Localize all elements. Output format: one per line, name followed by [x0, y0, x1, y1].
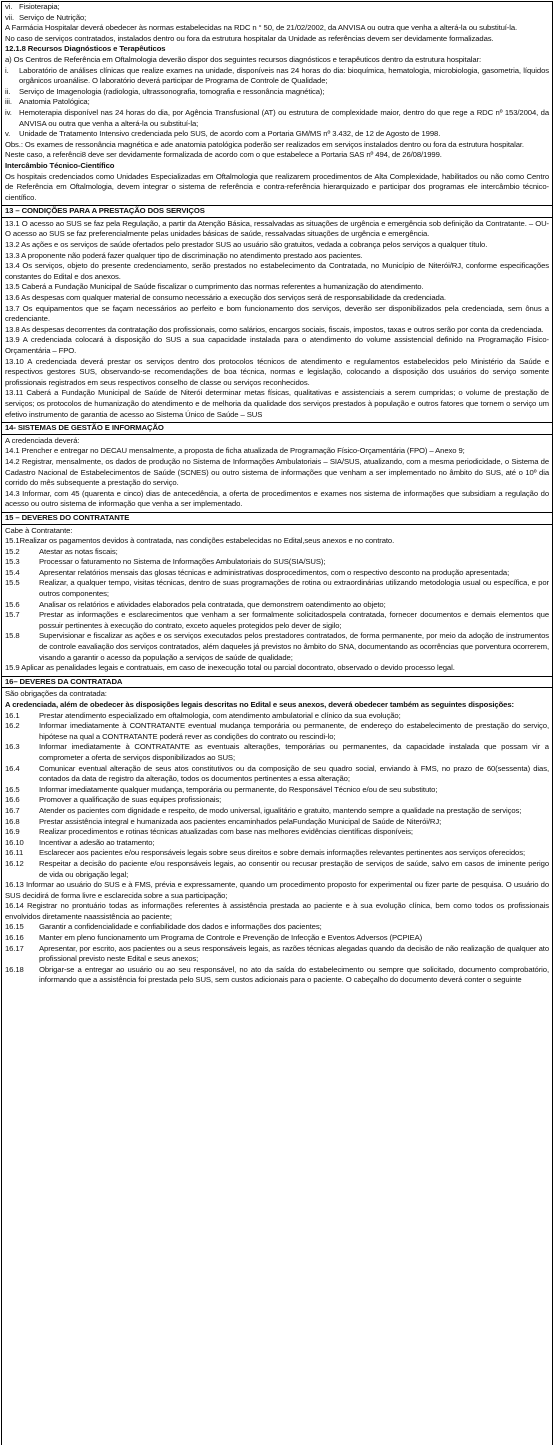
clause: 16.2 Informar imediatamente à CONTRATANTE eventual mudança temporária ou permanente, de endereço do estabelecimento de prestação do serviço, hipótese na qual a CONTRATANTE poderá rever as condições do contrato ou rescindi-lo; — [5, 721, 549, 741]
clause: 16.4 Comunicar eventual alteração de seus atos constitutivos ou da composição de seu quadro social, enviando à FMS, no prazo de 60(sessenta) dias, contados da data de registro da alteração, todos os documentos pertinentes a essa alteração; — [5, 763, 549, 784]
section-12-continuation — [2, 2, 552, 206]
clause: 15.7 Prestar as informações e esclarecimentos que venham a ser formalmente solicitadospela contratada, fornecer documentos e demais elementos que possuir pertinentes à execução do contrato, exceto aqueles protegidos pelo dever de sigilo; — [5, 610, 549, 630]
section-intro: A credenciada deverá: — [5, 435, 80, 445]
clause: 15.3 Processar o faturamento no Sistema de Informações Ambulatoriais do SUS(SIA/SUS); — [5, 557, 326, 567]
clause: 16.12 Respeitar a decisão do paciente e/ou responsáveis legais, ao consentir ou recusar prestação de serviços de saúde, salvo em casos de iminente perigo de vida ou obrigação legal; — [5, 858, 549, 879]
clause: 16.15 Garantir a confidencialidade e confiabilidade dos dados e informações dos pacientes; — [5, 922, 322, 932]
clause: 16.9 Realizar procedimentos e rotinas técnicas atualizadas com base nas melhores evidências científicas disponíveis; — [5, 827, 413, 837]
document-page — [1, 1, 553, 1445]
list-item: vi. Fisioterapia; — [5, 2, 549, 13]
section-15-body — [2, 525, 552, 677]
clause: 13.11 Caberá a Fundação Municipal de Saúde de Niterói determinar metas físicas, qualitativas e assistenciais a serem cumpridas; o volume de prestação de serviços; os protocolos de humanização do atendimento e de melhoria da qualidade dos serviços prestados à população e outros fatores que tornem o serviço um efetivo instrumento de garantia de acesso ao Sistema Único de Saúde – SUS — [5, 388, 549, 419]
clause: 13.4 Os serviços, objeto do presente credenciamento, serão prestados no estabelecimento da Contratada, no Município de Niterói/RJ, conforme especificações constantes do Edital e dos anexos. — [5, 261, 549, 281]
clause: 14.3 Informar, com 45 (quarenta e cinco) dias de antecedência, a oferta de procedimentos e exames nos sistema de informações que subsidiam a regulação do acesso ou outro sistema de informação que venha a ser implementado. — [5, 488, 549, 509]
clause: 16.7 Atender os pacientes com dignidade e respeito, de modo universal, igualitário e gratuito, mantendo sempre a qualidade na prestação de serviços; — [5, 805, 522, 815]
list-item-text: Fisioterapia; — [19, 2, 60, 11]
clause: 13.3 A proponente não poderá fazer qualquer tipo de discriminação no atendimento prestado aos pacientes. — [5, 250, 363, 260]
clause: 13.1 O acesso ao SUS se faz pela Regulação, a partir da Atenção Básica, ressalvadas as situações de urgência e emergência sob definição da Contratante. – OU- O acesso ao SUS se faz preferencialmente pelas unidades básicas de saúde, ressalvadas situações de urgência e emergência. — [5, 218, 549, 239]
paragraph: Neste caso, a referênci8 deve ser devidamente formalizada de acordo com o que estabelece a Portaria SAS nº 494, de 26/08/1999. — [5, 150, 442, 160]
clause: 13.9 A credenciada colocará à disposição do SUS a sua capacidade instalada para o atendimento do volume assistencial definido na Programação Físico-Orçamentária – FPO. — [5, 335, 549, 355]
clause: 16.18 Obrigar-se a entregar ao usuário ou ao seu responsável, no ato da saída do estabelecimento ou sempre que solicitado, documento comprobatório, informando que a assistência foi prestada pelo SUS, sem custos adicionais para o paciente. O cabeçalho do documento deverá conter o seguinte — [5, 964, 549, 985]
clause: 15.5 Realizar, a qualquer tempo, visitas técnicas, dentro de suas programações de rotina ou extraordinárias utilizando metodologia usual ou específica, e por outros componentes; — [5, 578, 549, 599]
clause: 13.7 Os equipamentos que se façam necessários ao perfeito e bom funcionamento dos serviços, deverão ser disponibilizados pela credenciada, sem ônus a credenciante. — [5, 303, 549, 324]
clause: 16.11 Esclarecer aos pacientes e/ou responsáveis legais sobre seus direitos e sobre demais informações relevantes pertinentes aos serviços oferecidos; — [5, 848, 525, 858]
clause: 16.5 Informar imediatamente qualquer mudança, temporária ou permanente, do Responsável Técnico e/ou de seu substituto; — [5, 784, 438, 794]
clause: 15.1Realizar os pagamentos devidos à contratada, nas condições estabelecidas no Edital,seus anexos e no contrato. — [5, 536, 395, 546]
subheading: 12.1.8 Recursos Diagnósticos e Terapêuticos — [5, 44, 166, 54]
list-item: v. Unidade de Tratamento Intensivo credenciada pelo SUS, de acordo com a Portaria GM/MS nº 3.432, de 12 de Agosto de 1998. — [5, 129, 441, 139]
clause: 15.2 Atestar as notas fiscais; — [5, 546, 118, 556]
section-16-heading: 16– DEVERES DA CONTRATADA — [2, 677, 552, 689]
clause: 13.10 A credenciada deverá prestar os serviços dentro dos protocolos técnicos de atendimento e regulamentos estabelecidos pelo Ministério da Saúde e respectivos gestores SUS, observando-se recomendações de boa técnica, normas e legislação, colocando a disposição dos usuários do serviço somente profissionais registrados em seus respectivos conselho de classe ou serviços reconhecidos. — [5, 356, 549, 387]
clause: 16.8 Prestar assistência integral e humanizada aos pacientes encaminhados pelaFundação Municipal de Saúde de Niterói/RJ; — [5, 816, 442, 826]
section-13-body — [2, 218, 552, 423]
paragraph: Os hospitais credenciados como Unidades Especializadas em Oftalmologia que realizarem procedimentos de Alta Complexidade, habilitados ou não como Centro de Referência em Oftalmologia, devem integrar o sistema de referência e contra-referência hierarquizado e participar dos programas ele intercâmbio técnico-científico. — [5, 171, 549, 202]
section-intro: São obrigações da contratada: — [5, 689, 107, 699]
list-item: i. Laboratório de análises clínicas que realize exames na unidade, disponíveis nas 24 horas do dia: bioquímica, hematologia, microbiologia, gasometria, líquidos orgânicos uroanálise. O laboratório deverá participar de Programa de Controle de Qualidade; — [5, 65, 549, 86]
clause: 16.14 Registrar no prontuário todas as informações referentes à assistência prestada ao paciente e à sua evolução clínica, bem como todos os profissionais envolvidos diretamente naassistência ao paciente; — [5, 901, 549, 921]
list-item: iii. Anatomia Patológica; — [5, 97, 90, 107]
list-item: vii. Serviço de Nutrição; — [5, 13, 549, 24]
clause: 15.6 Analisar os relatórios e atividades elaborados pela contratada, que demonstrem oatendimento ao objeto; — [5, 599, 386, 609]
paragraph: Obs.: Os exames de ressonância magnética e ade anatomia patológica poderão ser realizados em serviços instalados dentro ou fora da estrutura hospitalar. — [5, 139, 524, 149]
clause: 16.10 Incentivar a adesão ao tratamento; — [5, 837, 155, 847]
clause: 16.1 Prestar atendimento especializado em oftalmologia, com atendimento ambulatorial e clínico da sua evolução; — [5, 710, 401, 720]
paragraph: A Farmácia Hospitalar deverá obedecer às normas estabelecidas na RDC n ° 50, de 21/02/2002, da ANVISA ou outra que venha a alterá-la ou substituí-la. — [5, 23, 518, 33]
section-14-heading: 14- SISTEMAS DE GESTÃO E INFORMAÇÃO — [2, 423, 552, 435]
section-15-heading: 15 – DEVERES DO CONTRATANTE — [2, 513, 552, 525]
clause: 15.4 Apresentar relatórios mensais das glosas técnicas e administrativas dosprocedimentos, com o respectivo desconto na produção apresentada; — [5, 567, 510, 577]
clause: 16.3 Informar imediatamente à CONTRATANTE as eventuais alterações, temporárias ou permanentes, da capacidade instalada que possam vir a comprometer a oferta de serviços disponibilizados ao SUS; — [5, 742, 549, 762]
clause: 13.8 As despesas decorrentes da contratação dos profissionais, como salários, encargos sociais, fiscais, impostos, taxas e outros serão por conta da credenciada. — [5, 324, 544, 334]
clause: 15.9 Aplicar as penalidades legais e contratuais, em caso de inexecução total ou parcial docontrato, observado o devido processo legal. — [5, 663, 455, 673]
section-16-body — [2, 688, 552, 988]
list-item: ii. Serviço de Imagenologia (radiologia, ultrassonografia, tomografia e ressonância magnética); — [5, 86, 325, 96]
subheading: Intercâmbio Técnico-Científico — [5, 160, 115, 170]
clause: 14.1 Prencher e entregar no DECAU mensalmente, a proposta de ficha atualizada de Programação Físico-Orçamentária (FPO) – Anexo 9; — [5, 446, 465, 456]
section-13-heading: 13 – CONDIÇÕES PARA A PRESTAÇÃO DOS SERVIÇOS — [2, 206, 552, 218]
clause: 13.2 As ações e os serviços de saúde ofertados pelo prestador SUS ao usuário são gratuitos, vedada a cobrança pelos serviços a qualquer título. — [5, 240, 488, 250]
section-intro: Cabe à Contratante: — [5, 525, 73, 535]
clause: 14.2 Registrar, mensalmente, os dados de produção no Sistema de Informações Ambulatoriais – SIA/SUS, atualizando, com a mesma periodicidade, o Sistema de Cadastro Nacional de Estabelecimentos de Saúde (SCNES) ou outro sistema de informações que venham a ser implementado no âmbito do SUS, até o 10º dia corrido do mês subsequente a prestação do serviço. — [5, 456, 549, 488]
clause: 13.5 Caberá a Fundação Municipal de Saúde fiscalizar o cumprimento das normas referentes a humanização do atendimento. — [5, 282, 424, 292]
section-14-body — [2, 435, 552, 513]
clause: 16.13 Informar ao usuário do SUS e à FMS, prévia e expressamente, quando um procedimento proposto for experimental ou fizer parte de pesquisa. O usuário do SUS decidirá de forma livre e esclarecida sobre a sua participação; — [5, 880, 549, 900]
list-item-text: Serviço de Nutrição; — [19, 12, 87, 22]
clause: 16.17 Apresentar, por escrito, aos pacientes ou a seus responsáveis legais, as razões técnicas alegadas quando da decisão de não realização de qualquer ato profissional previsto neste Edital e seus anexos; — [5, 943, 549, 964]
list-item: iv. Hemoterapia disponível nas 24 horas do dia, por Agência Transfusional (AT) ou estrutura de complexidade maior, dentro do que rege a RDC nº 153/2004, da ANVISA ou outra que venha a alterá-la ou substituí-la; — [5, 107, 549, 128]
paragraph: No caso de serviços contratados, instalados dentro ou fora da estrutura hospitalar da Unidade as referências devem ser devidamente formalizadas. — [5, 33, 494, 43]
clause: 15.8 Supervisionar e fiscalizar as ações e os serviços executados pelos prestadores contratados, de forma permanente, por meio da adoção de instrumentos de controle eavaliação dos serviços contratados, além daqueles já previstos no âmbito do SNA, documentando as ocorrências que porventura ocorrerem, visando a garantir o acesso da população a serviços de saúde de qualidade; — [5, 631, 549, 662]
clause: 16.6 Promover a qualificação de suas equipes profissionais; — [5, 795, 222, 805]
clause: 13.6 As despesas com qualquer material de consumo necessário a execução dos serviços será de responsabilidade da credenciada. — [5, 293, 446, 303]
clause: 16.16 Manter em pleno funcionamento um Programa de Controle e Prevenção de Infecção e Eventos Adversos (PCPIEA) — [5, 933, 423, 943]
paragraph: a) Os Centros de Referência em Oftalmologia deverão dispor dos seguintes recursos diagnósticos e terapêuticos dentro da estrutura hospitalar: — [5, 54, 482, 64]
bold-statement: A credenciada, além de obedecer às disposições legais descritas no Edital e seus anexos, deverá obedecer também as seguintes disposições: — [5, 700, 514, 709]
